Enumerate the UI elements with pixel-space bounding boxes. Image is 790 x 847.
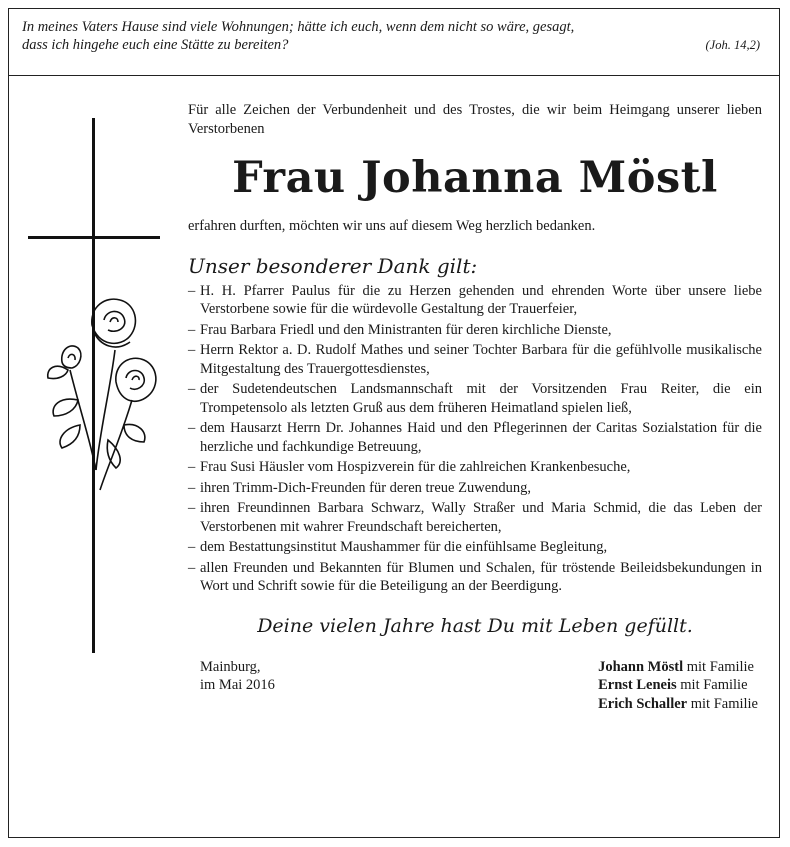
list-item: – dem Hausarzt Herrn Dr. Johannes Haid und den Pflegerinnen der Caritas Sozialstation für die herzliche und fachkundige Betreuung,: [188, 419, 762, 456]
cross-rose-icon: [20, 110, 170, 670]
families: [598, 658, 758, 714]
thanks-list: [188, 282, 762, 596]
list-item: – H. H. Pfarrer Paulus für die zu Herzen gehenden und ehrenden Worte über unsere liebe Verstorbene sowie für die würdevolle Gestaltung der Trauerfeier,: [188, 282, 762, 319]
family-suffix: mit Familie: [687, 695, 758, 712]
intro-text: Für alle Zeichen der Verbundenheit und des Trostes, die wir beim Heimgang unserer lieben Verstorbenen: [188, 102, 762, 137]
list-item: – Frau Barbara Friedl und den Ministranten für deren kirchliche Dienste,: [188, 321, 762, 340]
bible-quote: [22, 18, 762, 54]
family-name: Ernst Leneis: [598, 677, 677, 693]
signature-block: [188, 658, 762, 718]
main-content: [188, 101, 762, 718]
family-name: Johann Möstl: [598, 658, 684, 675]
cross-with-roses: [20, 110, 170, 670]
family-line: [598, 676, 758, 695]
list-item: – ihren Freundinnen Barbara Schwarz, Wally Straßer und Maria Schmid, die das Leben der Verstorbenen mit wahrer Freundschaft bereicherten,: [188, 499, 762, 536]
list-item: – dem Bestattungsinstitut Maushammer für die einfühlsame Begleitung,: [188, 538, 762, 557]
quote-line-1: In meines Vaters Hause sind viele Wohnungen; hätte ich euch, wenn dem nicht so wäre, gesagt,: [22, 19, 575, 35]
place: Mainburg,: [200, 658, 261, 675]
family-line: [598, 658, 758, 677]
list-item: – Herrn Rektor a. D. Rudolf Mathes und seiner Tochter Barbara für die gefühlvolle musikalische Mitgestaltung des Trauergottesdienstes,: [188, 341, 762, 378]
closing-line: Deine vielen Jahre hast Du mit Leben gefüllt.: [257, 614, 693, 637]
thanks-heading: Unser besonderer Dank gilt:: [188, 253, 478, 278]
quote-line-2: dass ich hingehe euch eine Stätte zu bereiten?: [22, 37, 289, 53]
quote-reference: (Joh. 14,2): [705, 38, 760, 52]
date: im Mai 2016: [200, 677, 275, 693]
list-item: – ihren Trimm-Dich-Freunden für deren treue Zuwendung,: [188, 479, 762, 498]
family-suffix: mit Familie: [676, 677, 748, 693]
family-name: Erich Schaller: [598, 695, 688, 712]
divider: [8, 75, 780, 76]
list-item: – allen Freunden und Bekannten für Blumen und Schalen, für tröstende Beileidsbekundungen in Wort und Schrift sowie für die Beteiligung an der Beerdigung.: [188, 559, 762, 596]
place-date: [200, 658, 275, 695]
family-line: [598, 695, 758, 714]
list-item: – Frau Susi Häusler vom Hospizverein für die zahlreichen Krankenbesuche,: [188, 458, 762, 477]
list-item: – der Sudetendeutschen Landsmannschaft mit der Vorsitzenden Frau Reiter, die ein Trompetensolo als letzten Gruß aus dem früheren Heimatland spielen ließ,: [188, 380, 762, 417]
deceased-name: Frau Johanna Möstl: [232, 153, 718, 203]
after-name-text: erfahren durften, möchten wir uns auf diesem Weg herzlich bedanken.: [188, 218, 596, 234]
family-suffix: mit Familie: [683, 658, 754, 675]
